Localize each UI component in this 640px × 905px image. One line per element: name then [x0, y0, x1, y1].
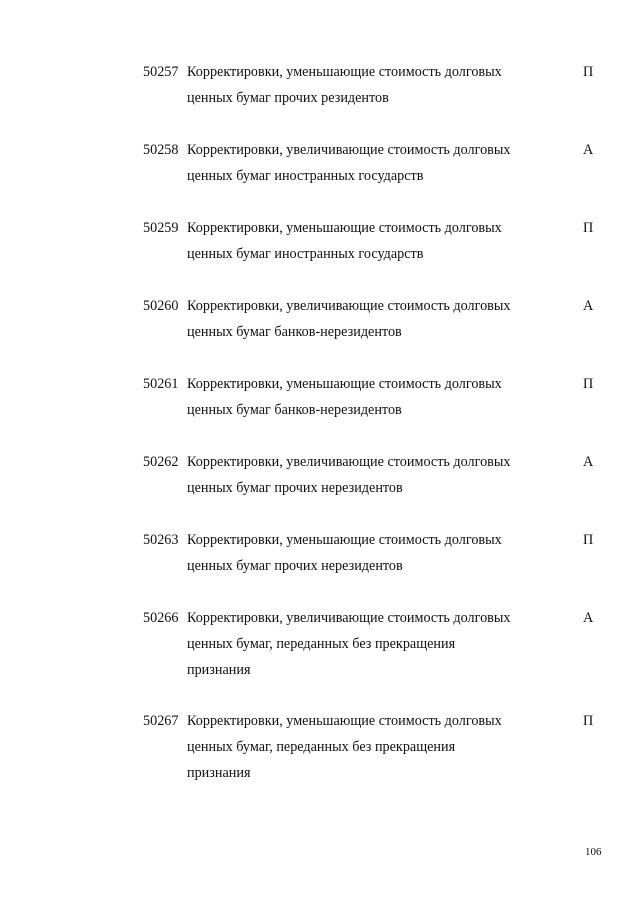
account-code: 50257 [143, 64, 179, 80]
description-line: Корректировки, уменьшающие стоимость долговых [187, 713, 502, 729]
account-type: А [583, 454, 594, 470]
account-code: 50262 [143, 454, 179, 470]
account-type: П [583, 64, 594, 80]
description-line: ценных бумаг прочих нерезидентов [187, 480, 403, 496]
account-entry-50260 [0, 293, 640, 371]
description-line: Корректировки, увеличивающие стоимость долговых [187, 610, 511, 626]
account-code: 50259 [143, 220, 179, 236]
account-description [187, 708, 562, 786]
description-line: ценных бумаг банков-нерезидентов [187, 402, 402, 418]
account-description [187, 527, 562, 579]
description-line: Корректировки, увеличивающие стоимость долговых [187, 454, 511, 470]
account-entry-50259 [0, 215, 640, 293]
description-line: признания [187, 765, 251, 781]
account-code: 50267 [143, 713, 179, 729]
description-line: ценных бумаг иностранных государств [187, 246, 424, 262]
account-entry-50261 [0, 371, 640, 449]
account-description [187, 449, 562, 501]
account-entry-50262 [0, 449, 640, 527]
account-description [187, 137, 562, 189]
account-code: 50263 [143, 532, 179, 548]
account-entry-50257 [0, 59, 640, 137]
description-line: ценных бумаг, переданных без прекращения [187, 636, 456, 652]
account-description [187, 59, 562, 111]
account-code: 50258 [143, 142, 179, 158]
account-type: П [583, 220, 594, 236]
description-line: ценных бумаг иностранных государств [187, 168, 424, 184]
description-line: Корректировки, уменьшающие стоимость долговых [187, 532, 502, 548]
account-description [187, 605, 562, 683]
description-line: Корректировки, уменьшающие стоимость долговых [187, 220, 502, 236]
account-type: П [583, 532, 594, 548]
description-line: ценных бумаг прочих нерезидентов [187, 558, 403, 574]
account-description [187, 371, 562, 423]
account-code: 50260 [143, 298, 179, 314]
description-line: ценных бумаг прочих резидентов [187, 90, 389, 106]
account-entry-50267 [0, 708, 640, 811]
account-description [187, 215, 562, 267]
description-line: Корректировки, увеличивающие стоимость долговых [187, 142, 511, 158]
description-line: ценных бумаг банков-нерезидентов [187, 324, 402, 340]
account-description [187, 293, 562, 345]
page-number: 106 [585, 846, 602, 858]
account-list [0, 59, 640, 811]
account-type: П [583, 713, 594, 729]
description-line: Корректировки, уменьшающие стоимость долговых [187, 64, 502, 80]
description-line: признания [187, 662, 251, 678]
account-code: 50266 [143, 610, 179, 626]
account-type: А [583, 610, 594, 626]
description-line: Корректировки, уменьшающие стоимость долговых [187, 376, 502, 392]
account-type: П [583, 376, 594, 392]
account-entry-50258 [0, 137, 640, 215]
account-type: А [583, 142, 594, 158]
account-type: А [583, 298, 594, 314]
description-line: ценных бумаг, переданных без прекращения [187, 739, 456, 755]
account-entry-50266 [0, 605, 640, 708]
description-line: Корректировки, увеличивающие стоимость долговых [187, 298, 511, 314]
account-code: 50261 [143, 376, 179, 392]
account-entry-50263 [0, 527, 640, 605]
